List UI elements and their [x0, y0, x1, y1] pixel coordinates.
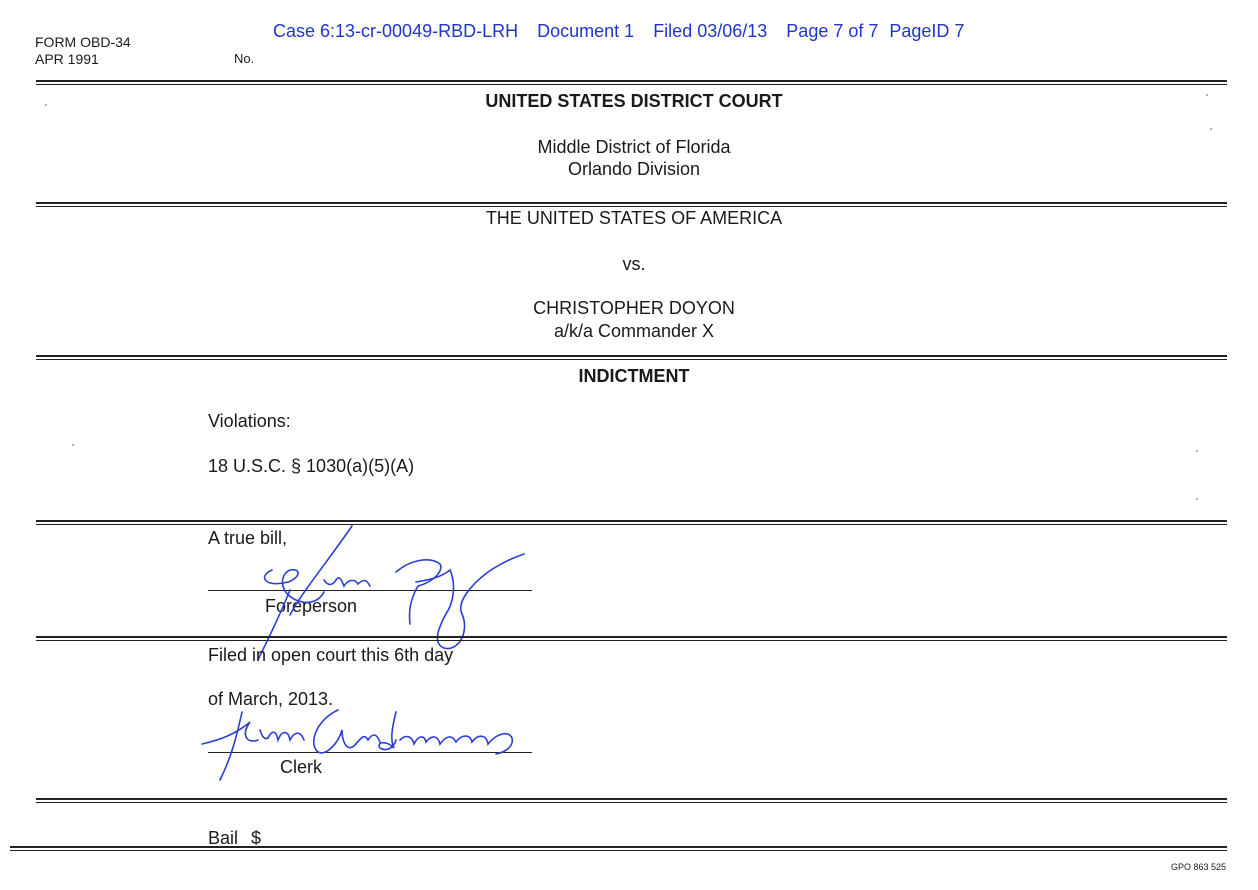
divider — [36, 636, 1227, 641]
clerk-signature — [196, 700, 536, 790]
case-header-stamp — [273, 21, 964, 42]
clerk-label: Clerk — [280, 757, 323, 777]
scan-speck — [45, 104, 47, 106]
bail-text: Bail — [208, 828, 239, 848]
divider — [36, 80, 1227, 85]
indictment-title: INDICTMENT — [578, 366, 690, 386]
violations-label: Violations: — [208, 411, 291, 431]
defendant-alias: a/k/a Commander X — [553, 321, 715, 341]
scan-speck — [1196, 498, 1198, 500]
court-district: Middle District of Florida — [537, 137, 731, 157]
defendant: CHRISTOPHER DOYON — [533, 298, 735, 318]
page-id: PageID 7 — [889, 21, 965, 41]
divider — [36, 798, 1227, 803]
scan-speck — [1210, 128, 1212, 130]
form-identifier — [35, 34, 131, 68]
filed-date: Filed 03/06/13 — [653, 21, 768, 41]
page-count: Page 7 of 7 — [786, 21, 879, 41]
divider — [10, 846, 1227, 851]
document-number: Document 1 — [537, 21, 635, 41]
plaintiff: THE UNITED STATES OF AMERICA — [485, 208, 783, 228]
scan-speck — [1196, 450, 1198, 452]
court-division: Orlando Division — [567, 159, 701, 179]
filed-line-1: Filed in open court this 6th day — [208, 645, 454, 665]
divider — [36, 355, 1227, 360]
true-bill-label: A true bill, — [208, 528, 288, 548]
scan-speck — [1206, 94, 1208, 96]
number-label: No. — [234, 51, 255, 66]
statute: 18 U.S.C. § 1030(a)(5)(A) — [208, 456, 415, 476]
divider — [36, 520, 1227, 525]
form-number: FORM OBD-34 — [35, 34, 131, 50]
filed-line-2: of March, 2013. — [208, 689, 334, 709]
gpo-number: GPO 863 525 — [1170, 862, 1226, 872]
court-name: UNITED STATES DISTRICT COURT — [485, 91, 783, 111]
case-number: Case 6:13-cr-00049-RBD-LRH — [273, 21, 519, 41]
scan-speck — [72, 444, 74, 446]
foreperson-label: Foreperson — [265, 596, 358, 616]
versus: vs. — [622, 254, 646, 274]
divider — [36, 202, 1227, 207]
bail-currency: $ — [251, 828, 262, 848]
form-date: APR 1991 — [35, 51, 99, 67]
